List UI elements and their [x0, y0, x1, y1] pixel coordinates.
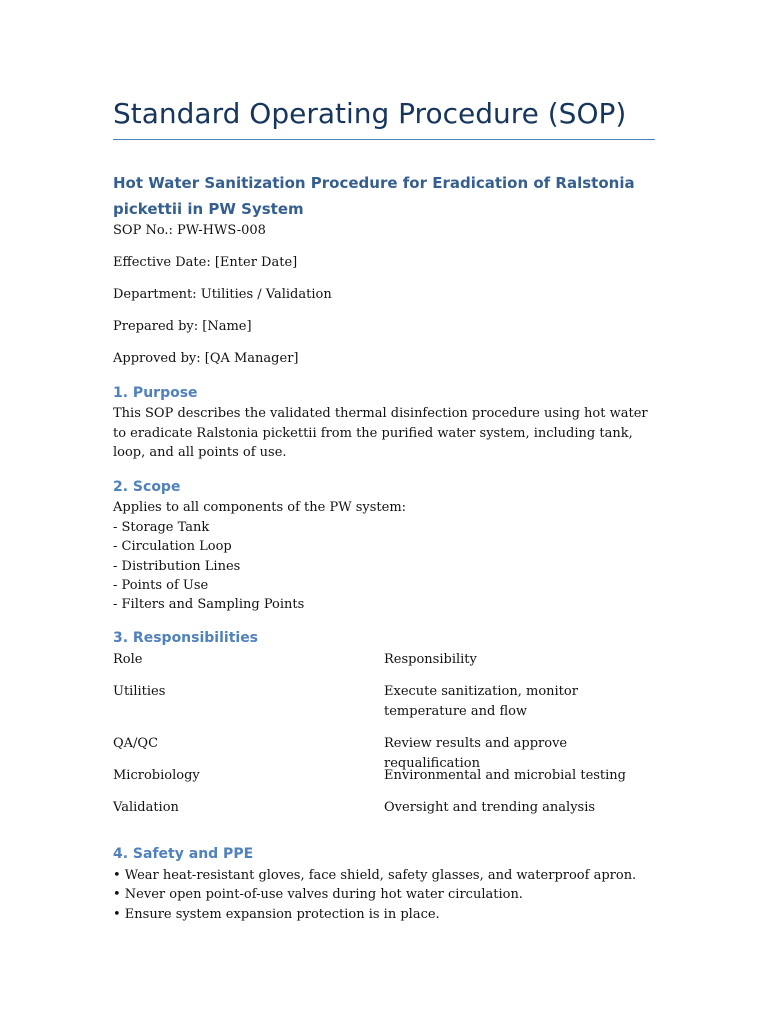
purpose-heading: 1. Purpose	[113, 385, 198, 401]
list-item: - Filters and Sampling Points	[113, 597, 305, 613]
document-title: Standard Operating Procedure (SOP)	[113, 97, 627, 130]
meta-sop-number: SOP No.: PW-HWS-008	[113, 223, 266, 238]
table-cell: Role	[113, 652, 143, 667]
list-item: • Ensure system expansion protection is in place.	[113, 906, 440, 922]
scope-heading: 2. Scope	[113, 479, 181, 495]
table-cell: Review results and approve requalification	[384, 736, 568, 771]
list-item: • Never open point-of-use valves during hot water circulation.	[113, 887, 523, 903]
list-item: - Storage Tank	[113, 520, 210, 535]
meta-department: Department: Utilities / Validation	[113, 287, 332, 302]
table-cell: Responsibility	[384, 652, 477, 667]
list-item: - Circulation Loop	[113, 539, 232, 555]
meta-prepared-by: Prepared by: [Name]	[113, 319, 252, 334]
table-cell: Validation	[113, 800, 179, 815]
scope-list	[113, 518, 304, 614]
meta-approved-by: Approved by: [QA Manager]	[113, 351, 299, 366]
list-item: • Wear heat-resistant gloves, face shield, safety glasses, and waterproof apron.	[113, 868, 637, 883]
table-cell: Execute sanitization, monitor temperature and flow	[384, 684, 578, 719]
purpose-text: This SOP describes the validated thermal disinfection procedure using hot water to eradicate Ralstonia pickettii from the purified water system, including tank, loop, and all points of use.	[113, 406, 648, 460]
responsibilities-heading: 3. Responsibilities	[113, 630, 259, 646]
safety-heading: 4. Safety and PPE	[113, 846, 254, 862]
table-cell: Microbiology	[113, 768, 200, 783]
scope-intro: Applies to all components of the PW system:	[113, 500, 407, 515]
list-item: - Points of Use	[113, 577, 209, 593]
table-cell: Oversight and trending analysis	[384, 800, 596, 815]
title-divider	[113, 139, 655, 140]
table-cell: Environmental and microbial testing	[384, 768, 627, 783]
safety-list	[113, 866, 636, 924]
list-item: - Distribution Lines	[113, 558, 241, 574]
table-cell: Utilities	[113, 684, 166, 699]
table-cell: QA/QC	[113, 736, 159, 751]
document-subtitle: Hot Water Sanitization Procedure for Eradication of Ralstonia pickettii in PW System	[113, 174, 635, 218]
meta-effective-date: Effective Date: [Enter Date]	[113, 255, 298, 270]
